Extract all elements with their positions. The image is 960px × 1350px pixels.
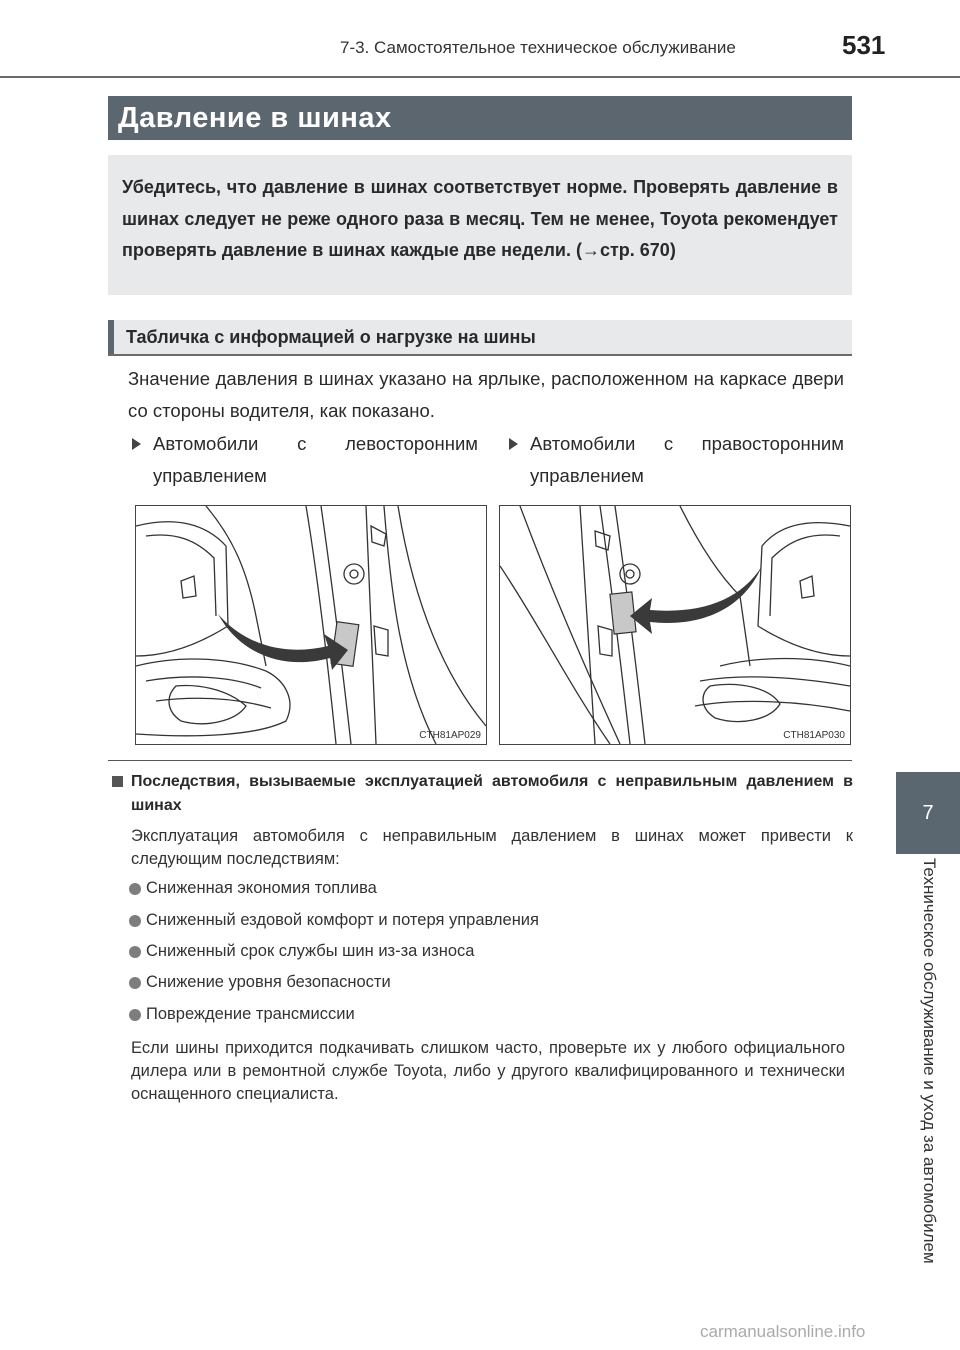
consequences-heading: Последствия, вызываемые эксплуатацией автомобиля с неправильным давлением в шинах	[131, 773, 853, 814]
list-item: Снижение уровня безопасности	[146, 973, 391, 991]
list-item: Сниженная экономия топлива	[146, 879, 377, 897]
arrow-icon	[630, 566, 762, 634]
subsection-marker	[108, 320, 114, 354]
page-title-bar	[108, 96, 852, 140]
arrow-icon	[218, 614, 348, 670]
page-title: Давление в шинах	[118, 102, 392, 134]
list-item: Сниженный ездовой комфорт и потеря управления	[146, 911, 539, 929]
subsection-header	[108, 320, 852, 356]
subsection-heading: Табличка с информацией о нагрузке на шины	[126, 327, 536, 347]
section-header: 7-3. Самостоятельное техническое обслуживание	[340, 38, 736, 57]
tire-label-highlight	[610, 592, 636, 634]
consequences-intro: Эксплуатация автомобиля с неправильным давлением в шинах может привести к следующим последствиям:	[131, 827, 853, 868]
chapter-side-label-text: Техническое обслуживание и уход за автомобилем	[920, 858, 939, 1264]
chapter-tab[interactable]: 7	[896, 772, 960, 854]
intro-text: Убедитесь, что давление в шинах соответствует норме. Проверять давление в шинах следует не реже одного раза в месяц. Тем не менее, Toyota рекомендует проверять давление в шинах каждые две недели. (→стр. 670)	[122, 177, 838, 260]
watermark: carmanualsonline.info	[700, 1322, 866, 1341]
bullet-dot-icon	[129, 915, 141, 927]
intro-box	[108, 155, 852, 295]
left-caption: Автомобили с левосторонним управлением	[153, 433, 478, 486]
left-hand-drive-figure	[135, 505, 487, 745]
right-caption: Автомобили с правосторонним управлением	[530, 433, 844, 486]
triangle-bullet-icon	[132, 438, 141, 450]
bullet-dot-icon	[129, 946, 141, 958]
page-number: 531	[842, 30, 886, 60]
square-bullet-icon	[112, 776, 123, 787]
door-frame-illustration-left	[136, 506, 486, 744]
header-divider	[0, 76, 960, 78]
right-hand-drive-figure	[499, 505, 851, 745]
bullet-dot-icon	[129, 883, 141, 895]
consequences-closing: Если шины приходится подкачивать слишком часто, проверьте их у любого официального дилера или в ремонтной службе Toyota, либо у другого квалифицированного и технически оснащенного специалиста.	[131, 1039, 845, 1103]
figure-code-left: CTH81AP029	[419, 730, 481, 741]
chapter-side-label	[896, 858, 960, 1318]
bullet-dot-icon	[129, 1009, 141, 1021]
list-item: Сниженный срок службы шин из-за износа	[146, 942, 475, 960]
section-divider	[108, 760, 852, 761]
subsection-text: Значение давления в шинах указано на ярлыке, расположенном на каркасе двери со стороны водителя, как показано.	[128, 368, 844, 421]
triangle-bullet-icon	[509, 438, 518, 450]
list-item: Повреждение трансмиссии	[146, 1005, 355, 1023]
figure-code-right: CTH81AP030	[783, 730, 845, 741]
bullet-dot-icon	[129, 977, 141, 989]
door-frame-illustration-right	[500, 506, 850, 744]
